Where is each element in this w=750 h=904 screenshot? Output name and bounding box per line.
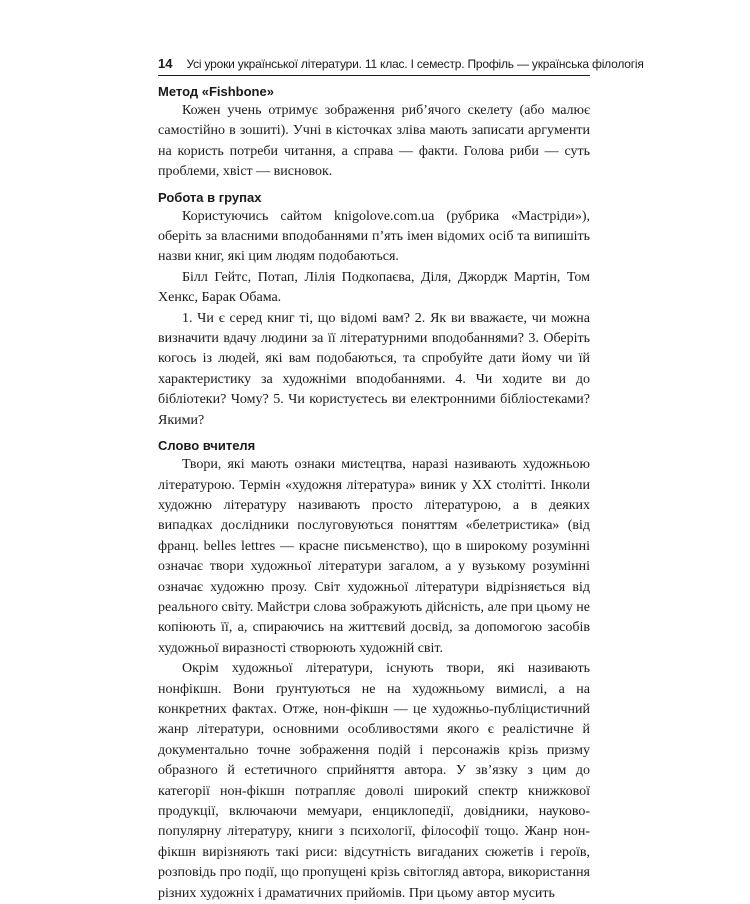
group-questions: 1. Чи є серед книг ті, що відомі вам? 2. Як ви вважаєте, чи можна визначити вдачу людини за її літературними вподобаннями? 3. Оберіть когось із людей, які вам подобаються, та спробуйте дати йому чи їй характеристику за художніми вподобаннями. 4. Чи ходите ви до бібліотеки? Чому? 5. Чи користуєтесь ви електронними бібліостеками? Якими? xyxy=(158,310,590,428)
teacher-paragraph-2: Окрім художньої літератури, існують твори, які називають нонфікшн. Вони ґрунтуються не на художньому вимислі, а на конкретних фактах. Отже, нон-фікшн — це художньо-публіцистичний жанр літератури, основними особливостями якого є реалістичне й документально точне зображення подій і персонажів крізь призму образного й естетичного сприйняття автора. У зв’язку з цим до категорії нон-фікшн потрапляє доволі широкий спектр книжкової продукції, включаючи мемуари, енциклопедії, довідники, науково-популярну літературу, книги з психології, філософії тощо. Жанр нон-фікшн вирізняють такі риси: відсутність вигаданих сюжетів і героїв, розповідь про події, що пропущені крізь світогляд автора, використання різних художніх і драматичних прийомів. При цьому автор мусить xyxy=(158,661,590,901)
running-header xyxy=(158,56,644,71)
page-number: 14 xyxy=(158,56,173,71)
running-title: Усі уроки української літератури. 11 клас. І семестр. Профіль — українська філологія xyxy=(186,57,644,71)
fishbone-text: Кожен учень отримує зображення риб’ячого скелету (або малює самостійно в зошиті). Учні в кісточках зліва мають записати аргументи на користь потреби читання, а справа — факти. Голова риби — суть проблеми, хвіст — висновок. xyxy=(158,103,590,180)
heading-group-work: Робота в групах xyxy=(158,189,262,205)
celebrity-names: Білл Гейтс, Потап, Лілія Подкопаєва, Діля, Джордж Мартін, Том Хенкс, Барак Обама. xyxy=(158,269,590,306)
heading-fishbone: Метод «Fishbone» xyxy=(158,84,274,99)
teacher-paragraph-1: Твори, які мають ознаки мистецтва, наразі називають художньою літературою. Термін «художня література» виник у XX столітті. Інколи художню літературу називають просто літературою, а в деяких випадках дослідники послуговуються поняттям «белетристика» (від франц. belles lettres — красне письменство), що в широкому розумінні означає твори художньої літератури загалом, а у вузькому розумінні означає художню прозу. Світ художньої літератури відрізняється від реального світу. Майстри слова зображують дійсність, але при цьому не копіюють її, а, спираючись на життєвий досвід, за допомогою засобів художньої виразності створюють художній світ. xyxy=(158,457,590,656)
page-content xyxy=(158,80,590,904)
group-task-text: Користуючись сайтом knigolove.com.ua (рубрика «Мастріди»), оберіть за власними вподобаннями п’ять імен відомих осіб та випишіть назви книг, які цим людям подобаються. xyxy=(158,208,590,265)
header-rule xyxy=(158,75,590,76)
heading-teacher-word: Слово вчителя xyxy=(158,438,256,454)
